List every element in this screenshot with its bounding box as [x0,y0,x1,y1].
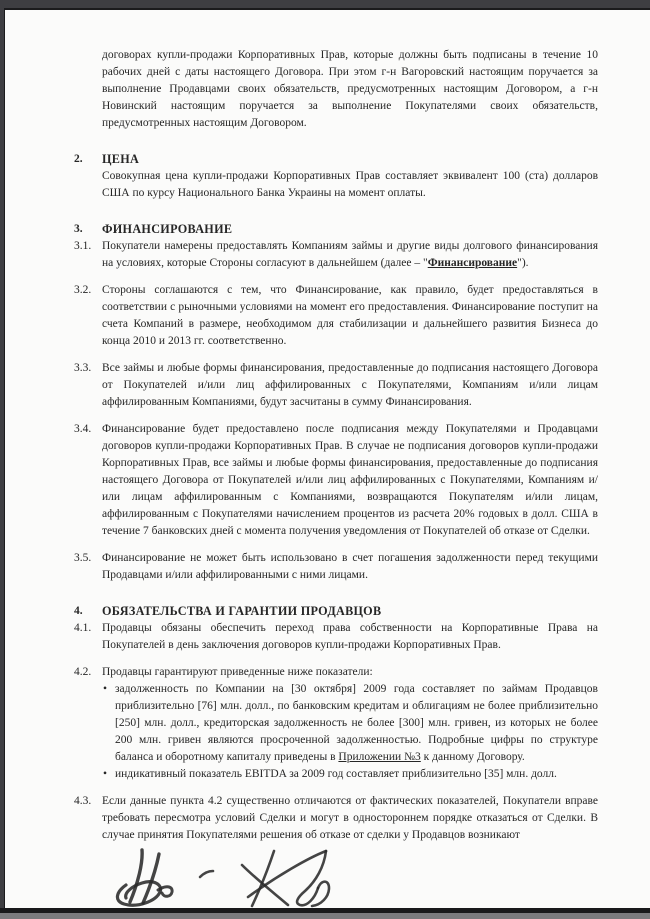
clause-4-2-bullet-1 [102,681,598,766]
intro-paragraph: договорах купли-продажи Корпоративных Прав, которые должны быть подписаны в течение 10 рабочих дней с даты настоящего Договора. При этом г-н Вагоровский настоящим поручается за выполнение Продавцами своих обязательств, предусмотренных настоящим Договором, а г-н Новинский настоящим поручается за выполнение Покупателями своих обязательств, предусмотренных настоящим Договором. [102,49,598,129]
clause-4-2-bullet-1-text: задолженность по Компании на [30 октября] 2009 года составляет по займам Продавцов приблизительно [76] млн. долл., по банковским кредитам и облигациям не более приблизительно [250] млн. долл., кредиторская задолженность не более [300] млн. гривен, из которых не более 200 млн. гривен являются просроченной задолженностью. Подробные цифры по структуре баланса и оборотному капиталу приведены в Приложении №3 к данному Договору. [115,683,598,763]
clause-4-1-number: 4.1. [74,622,92,634]
intro-gutter [74,47,102,132]
document-page [4,8,650,908]
bullet-icon: • [103,768,108,780]
section-financing-title: ФИНАНСИРОВАНИЕ [102,222,233,236]
bullet-icon: • [103,683,108,695]
section-price-paragraph: Совокупная цена купли-продажи Корпоративных Прав составляет эквивалент 100 (ста) долларов США по курсу Национального Банка Украины на момент оплаты. [102,170,598,199]
clause-3-1-row [74,238,598,272]
clause-4-1-text: Продавцы обязаны обеспечить переход права собственности на Корпоративные Права на Покупателей в день заключения договоров купли-продажи Корпоративных Прав. [102,622,598,651]
clause-4-2-number: 4.2. [74,666,92,678]
clause-3-1-text: Покупатели намерены предоставлять Компаниям займы и другие виды долгового финансирования на условиях, которые Стороны согласуют в дальнейшем (далее – "Финансирование"). [102,240,598,269]
scan-bottom-margin [0,913,650,919]
annex-3-reference: Приложении №3 [338,751,421,763]
section-price-title: ЦЕНА [102,152,140,166]
section-obligations-heading-row [74,603,598,620]
clause-3-5-row [74,550,598,584]
clause-4-2-bullet-2 [102,766,598,783]
section-price-number: 2. [74,153,83,165]
clause-3-4-number: 3.4. [74,423,92,435]
clause-3-5-text: Финансирование не может быть использовано в счет погашения задолженности перед текущими Продавцами и/или аффилированными с ними лицами. [102,552,598,581]
clause-3-3-number: 3.3. [74,362,92,374]
document-content [74,47,598,844]
clause-4-2-intro: Продавцы гарантируют приведенные ниже показатели: [102,666,373,678]
clause-4-1-row [74,620,598,654]
handwritten-signature-right [242,851,329,906]
section-price-heading-row [74,151,598,168]
clause-3-3-row [74,360,598,411]
handwritten-signature-left [117,850,172,905]
clause-3-4-row [74,421,598,540]
section-obligations-number: 4. [74,605,83,617]
section-financing-heading-row [74,221,598,238]
clause-4-2-body [102,664,598,783]
section-price-paragraph-row [74,168,598,202]
clause-3-2-row [74,282,598,350]
defined-term-financing: Финансирование [427,257,518,269]
clause-3-3-text: Все займы и любые формы финансирования, предоставленные до подписания настоящего Договора от Покупателей и/или лиц аффилированных с Покупателями, Компаниям и/или лицам аффилированным Компаниями, будут засчитаны в сумму Финансирования. [102,362,598,408]
clause-4-3-text: Если данные пункта 4.2 существенно отличаются от фактических показателей, Покупатели вправе требовать пересмотра условий Сделки и могут в одностороннем порядке отказаться от Сделки. В случае принятия Покупателями решения об отказе от сделки у Продавцов возникают [102,795,598,841]
clause-4-3-row [74,793,598,844]
clause-4-2-bullet-2-text: индикативный показатель EBITDA за 2009 год составляет приблизительно [35] млн. долл. [115,768,557,780]
clause-3-4-text: Финансирование будет предоставлено после подписания между Покупателями и Продавцами договоров купли-продажи Корпоративных Прав. В случае не подписания договоров купли-продажи Корпоративных Прав, все займы и любые формы финансирования, предоставленные до подписания настоящего Договора от Покупателей и/или лиц аффилированных с Покупателями, Компаниям и/или лицам аффилированным с Компаниями, возвращаются Покупателям и/или лицам, аффилированным с Покупателями начислением процентов из расчета 20% годовых в долл. США в течение 7 банковских дней с момента получения уведомления от Покупателей об отказе от Сделки. [102,423,598,537]
intro-paragraph-row [74,47,598,132]
section-obligations-title: ОБЯЗАТЕЛЬСТВА И ГАРАНТИИ ПРОДАВЦОВ [102,604,382,618]
handwritten-dash [200,871,213,877]
clause-4-2-row [74,664,598,783]
clause-3-5-number: 3.5. [74,552,92,564]
clause-3-1-number: 3.1. [74,240,92,252]
handwritten-signatures [112,845,362,915]
section-financing-number: 3. [74,223,83,235]
clause-3-2-number: 3.2. [74,284,92,296]
clause-4-3-number: 4.3. [74,795,92,807]
clause-3-2-text: Стороны соглашаются с тем, что Финансирование, как правило, будет предоставляться в соответствии с рыночными условиями на момент его предоставления. Финансирование поступит на счета Компаний в размере, необходимом для стабилизации и дальнейшего развития Бизнеса до конца 2010 и 2013 гг. соответственно. [102,284,598,347]
